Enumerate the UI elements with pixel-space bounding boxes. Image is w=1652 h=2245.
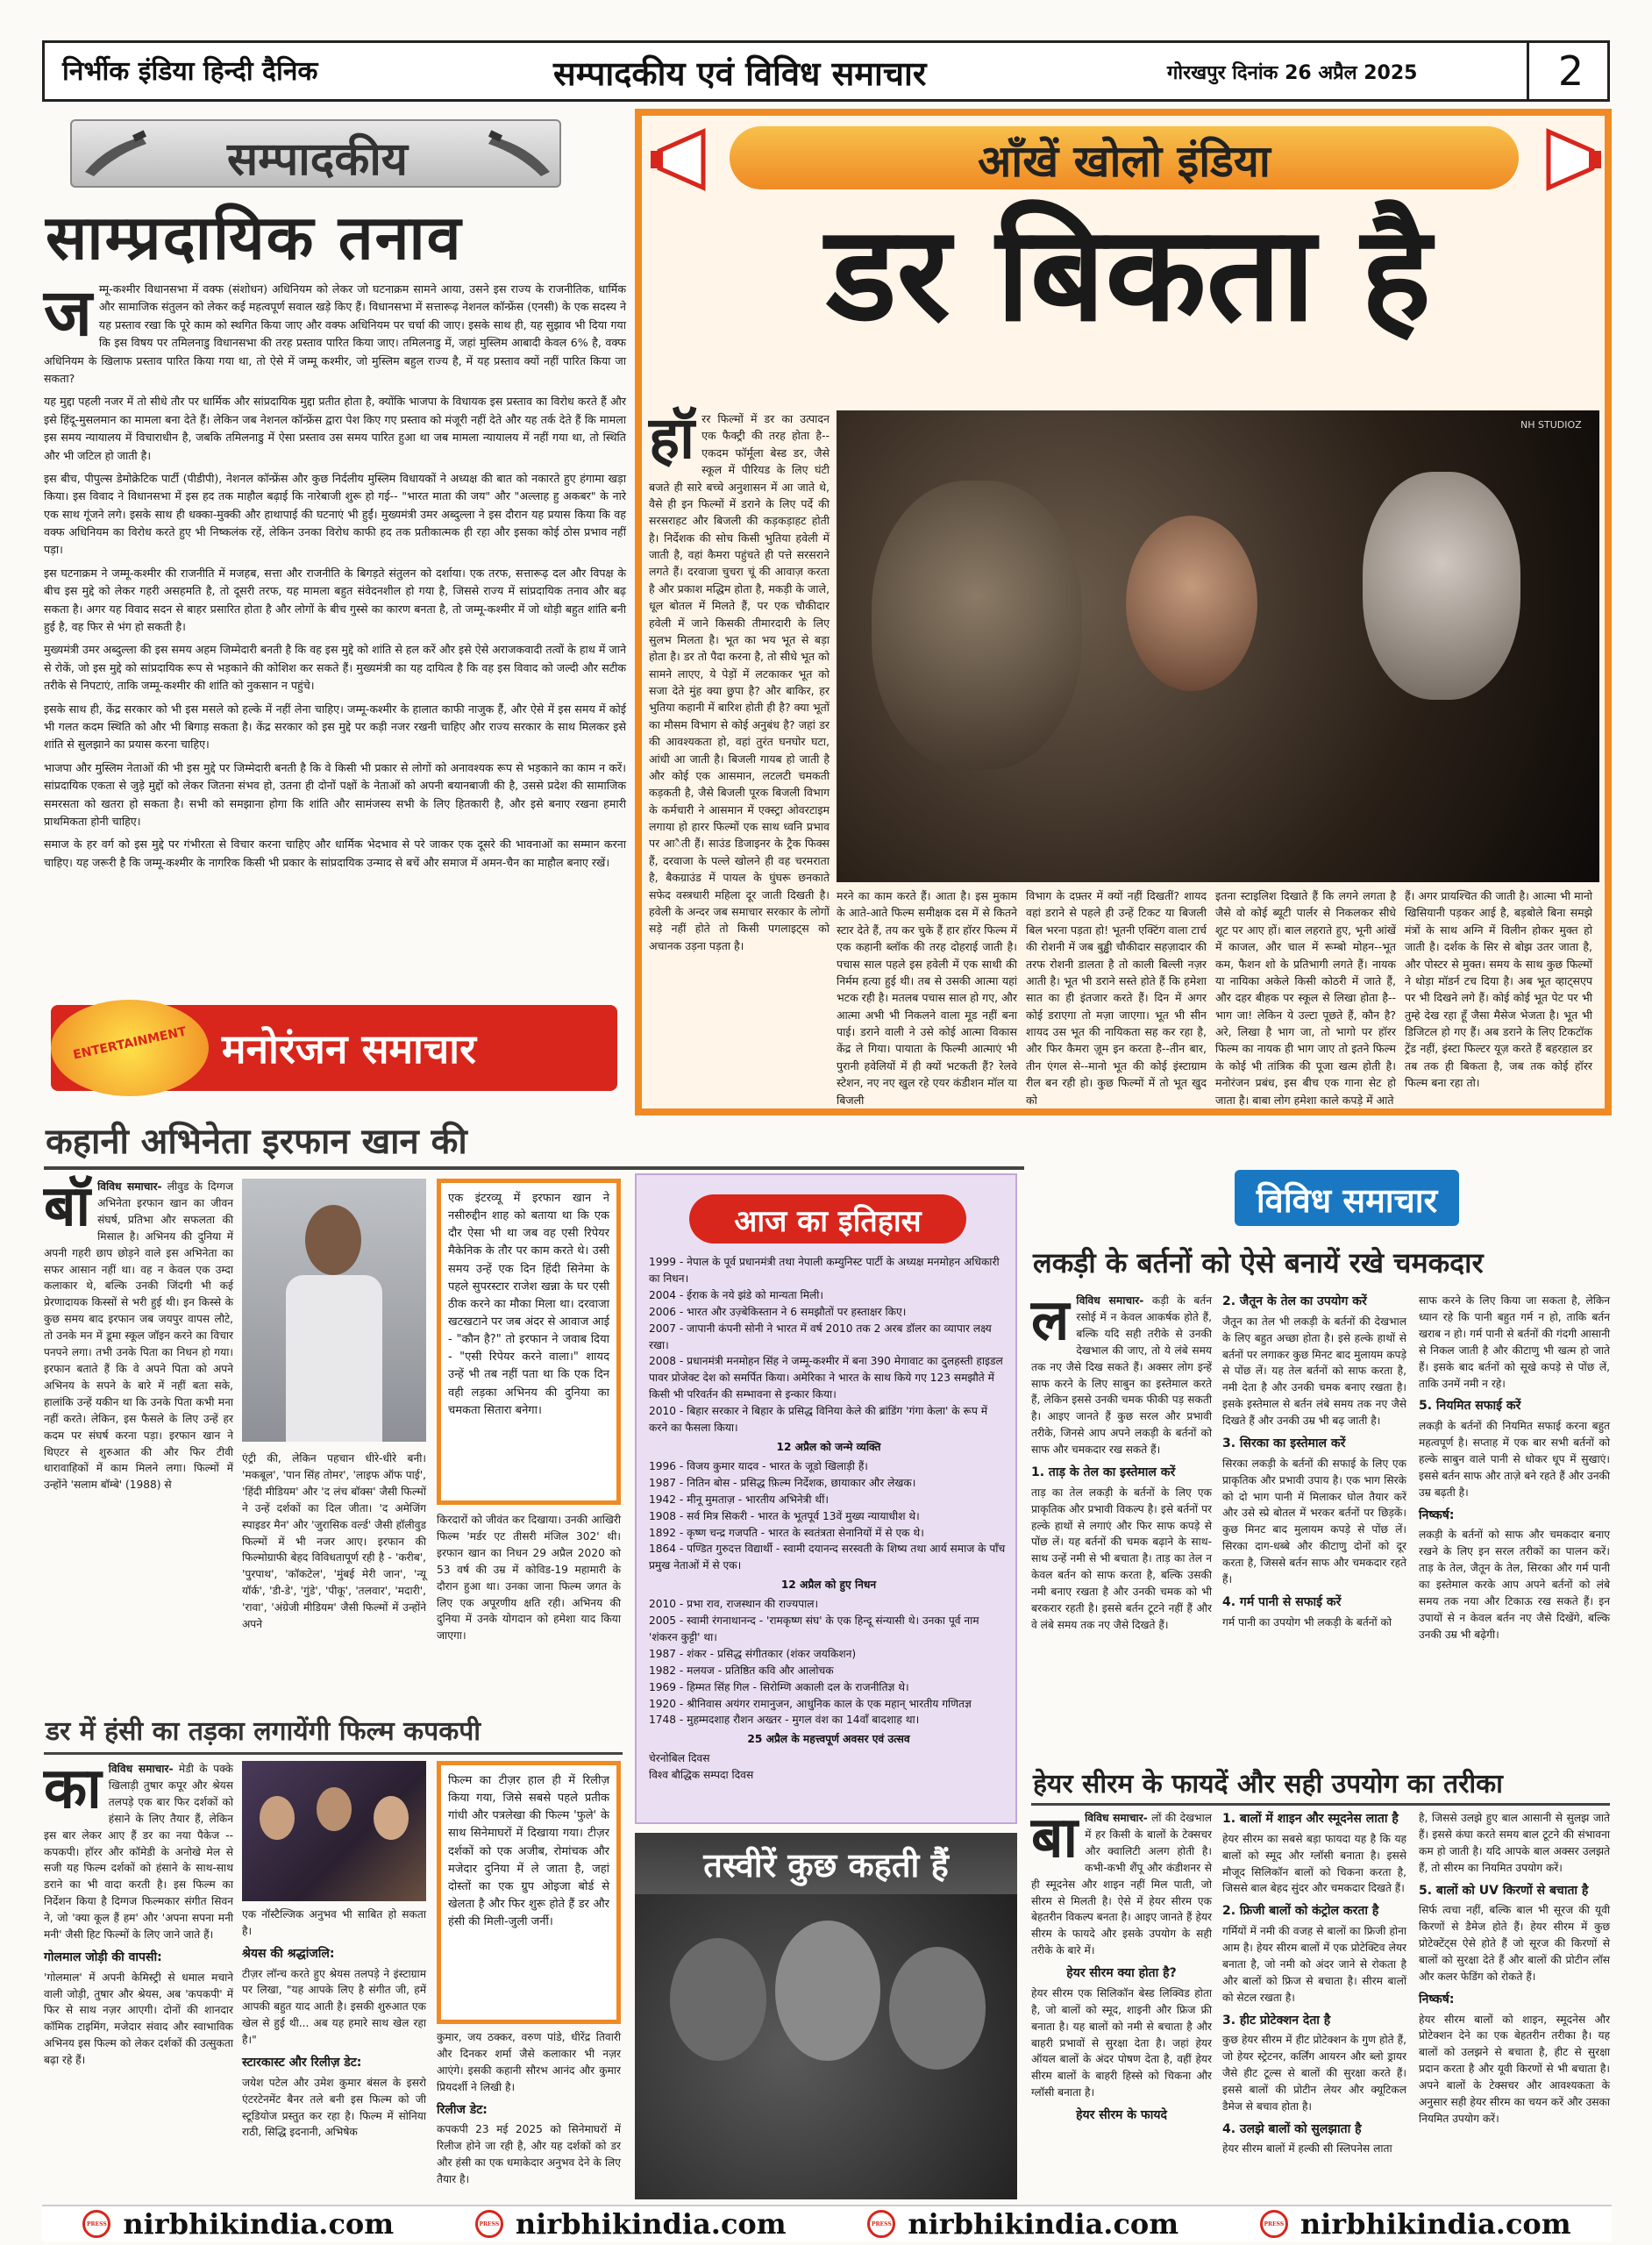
entertainment-badge-text: ENTERTAINMENT	[72, 1024, 188, 1063]
kapkapi-text: मेडी के पक्के खिलाड़ी तुषार कपूर और श्रेयस तलपड़े एक बार फिर दर्शकों को हंसाने के लिए तैयार हैं, लेकिन इस बार लेकर आए हैं डर का नया पैकेज -- कपकपी। हॉरर और कॉमेडी के अनोखे मेल से सजी यह फिल्म दर्शकों को हंसाने के साथ-साथ डराने का भी वादा करती है। इस फिल्म का निर्देशन किया है दिग्गज फिल्मकार संगीत सिवन ने, जो 'क्या कूल हैं हम' और 'अपना सपना मनी मनी' जैसी हिट फिल्मों के लिए जाने जाते हैं।	[44, 1763, 233, 1942]
history-death: 1982 - मलयज - प्रतिष्ठित कवि और आलोचक	[649, 1664, 834, 1677]
footer-cell	[827, 2205, 1220, 2241]
byline: विविध समाचार-	[108, 1763, 174, 1775]
history-birth: 1996 - विजय कुमार यादव - भारत के जूडो खिलाड़ी हैं।	[649, 1459, 868, 1472]
serum-subheading: हेयर सीरम क्या होता है?	[1066, 1966, 1177, 1981]
feature-col3: विभाग के दफ़्तर में क्यों नहीं दिखतीं? शायद वहां डराने से पहले ही उन्हें टिकट या बिजली बिल भरना पड़ता हो! भूतनी एक्टिंग वाला टार्च की रोशनी में जब बुड्ढी चौकीदार सहज़ादार की तरफ रोशनी डालता है तो काली बिल्ली नज़र आती है। भूत भी डराने सस्ते होते हैं कि हमेशा सात का ही इंतजार करते हैं। दिन में अगर कोई डराएगा तो मज़ा जाएगा। भूत भी सीन शायद उस भूत की नायिकता सह कर रहा है, और फिर कैमरा ज़ूम इन करता है--तीन बार, तीन एंगल से--मानो भूत की कोई इंस्टाग्राम रील बन रही हो। कुछ फिल्मों में तो भूत खुद को	[1026, 889, 1207, 1107]
serum-title: हेयर सीरम के फायदें और सही उपयोग का तरीका	[1033, 1769, 1503, 1800]
divider	[44, 1166, 1024, 1170]
kapkapi-subheading: श्रेयस की श्रद्धांजलि:	[242, 1946, 335, 1961]
history-event: 2006 - भारत और उज़्बेकिस्तान ने 6 समझौतों पर हस्ताक्षर किए।	[649, 1305, 907, 1318]
serum-text: कुछ हेयर सीरम में हीट प्रोटेक्शन के गुण होते हैं, जो हेयर स्ट्रेटनर, कर्लिंग आयरन और ब्लो ड्रायर जैसे हीट टूल्स से बालों की सुरक्षा करते हैं। इससे बालों की प्रोटीन लेयर और क्यूटिकल डैमेज से बचाव होता है।	[1222, 2034, 1406, 2113]
drop-cap: बॉ	[44, 1174, 91, 1239]
editorial-label-banner	[70, 119, 561, 188]
feature-headline: डर बिकता है	[826, 198, 1431, 351]
footer	[42, 2205, 1612, 2243]
portrait-head	[305, 1205, 361, 1275]
serum-col2	[1222, 1810, 1406, 2199]
megaphone-icon	[1522, 125, 1601, 195]
byline: विविध समाचार-	[1076, 1294, 1144, 1307]
page-number: 2	[1527, 43, 1613, 99]
history-event: 1999 - नेपाल के पूर्व प्रधानमंत्री तथा नेपाली कम्युनिस्ट पार्टी के अध्यक्ष मनमोहन अधिकारी का निधन।	[649, 1256, 1000, 1285]
mourner-figure	[670, 1938, 766, 2061]
serum-text: लों की देखभाल में हर किसी के बालों के टेक्सचर और क्वालिटी अलग होती है। कभी-कभी शैंपू और कंडीशनर से ही स्मूदनेस और शाइन नहीं मिल पाती, जो सीरम से मिलती है। ऐसे में हेयर सीरम एक बेहतरीन विकल्प बनता है। आइए जानते हैं हेयर सीरम के फायदे और इसके उपयोग के सही तरीके के बारे में।	[1031, 1812, 1212, 1957]
serum-subheading: 1. बालों में शाइन और स्मूदनेस लाता है	[1222, 1812, 1399, 1826]
kapkapi-text: 'गोलमाल' में अपनी केमिस्ट्री से धमाल मचाने वाली जोड़ी, तुषार और श्रेयस, अब 'कपकपी' में फिर से साथ नज़र आएगी। दोनों की शानदार कॉमिक टाइमिंग, मजेदार संवाद और स्वाभाविक अभिनय इस फिल्म को लेकर दर्शकों की उत्सुकता बढ़ा रहे हैं।	[44, 1971, 233, 2067]
history-death: 1920 - श्रीनिवास अयंगर रामानुजन, आधुनिक काल के एक महान् भारतीय गणितज्ञ	[649, 1697, 972, 1710]
drop-cap: हॉ	[649, 404, 695, 472]
wood-subheading: 4. गर्म पानी से सफाई करें	[1222, 1594, 1342, 1609]
history-event: 2008 - प्रधानमंत्री मनमोहन सिंह ने जम्मू-कश्मीर में बना 390 मेगावाट का दुलहस्ती हाइडल पावर प्रोजेक्ट देश को समर्पित किया। अमेरिका ने भारत के साथ किये गए 123 समझौते में किसी भी परिवर्तन की सम्भावना से इन्कार किया।	[649, 1355, 1003, 1401]
history-title: आज का इतिहास	[734, 1204, 922, 1239]
wood-col2	[1222, 1293, 1406, 1766]
footer-cell	[1220, 2205, 1613, 2241]
wood-text: जैतून का तेल भी लकड़ी के बर्तनों की देखभाल के लिए बहुत अच्छा होता है। इसे हल्के हाथों से बर्तनों पर लगाकर कुछ मिनट बाद मुलायम कपड़े से पोंछ लें। यह तेल बर्तनों को साफ करता है, नमी देता है और उनकी चमक बनाए रखता है। इसके इस्तेमाल से बर्तन लंबे समय तक नए जैसे दिखते हैं और उनकी उम्र भी बढ़ जाती है।	[1222, 1315, 1406, 1428]
history-deaths-heading: 12 अप्रैल को हुए निधन	[780, 1579, 877, 1592]
irrfan-text: लीवुड के दिग्गज अभिनेता इरफान खान का जीवन संघर्ष, प्रतिभा और सफलता की मिसाल है। अभिनय की दुनिया में अपनी गहरी छाप छोड़ने वाले इस अभिनेता का सफर आसान नहीं था। वह न केवल एक उम्दा कलाकार थे, बल्कि उनकी जिंदगी भी कई प्रेरणादायक किस्सों से भरी हुई थी। इन किस्से के कुछ समय बाद इरफान जब जयपुर वापस लौटे, तो उनके मन में डूमा स्कूल जॉइन करने का विचार पनपने लगा। तभी उनके पिता का निधन हो गया। इरफान बताते हैं कि वे अपने पिता को अपने अभिनय के सपने के बारे में नहीं बता सके, हालांकि उन्हें यकीन था कि उनके पिता कभी मना नहीं करते। लेकिन, इस फैसले के लिए उन्हें हर कदम पर संघर्ष करना पड़ा। इरफान खान ने थिएटर से शुरुआत की और फिर टीवी धारावाहिकों में काम मिलने लगा। फिल्मों में उन्होंने 'सलाम बॉम्बे' (1988) से	[44, 1180, 233, 1492]
kapkapi-title: डर में हंसी का तड़का लगायेंगी फिल्म कपकपी	[46, 1716, 481, 1747]
serum-text: गर्मियों में नमी की वजह से बालों का फ्रिजी होना आम है। हेयर सीरम बालों में एक प्रोटेक्टिव लेयर बनाता है, जो नमी को अंदर जाने से रोकता है और बालों को फ्रिज से बचाता है। सीरम बालों को सेटल रखता है।	[1222, 1925, 1406, 2004]
irrfan-box: एक इंटरव्यू में इरफान खान ने नसीरुद्दीन शाह को बताया था कि एक दौर ऐसा भी था जब वह एसी रिपेयर मैकेनिक के तौर पर काम करते थे। उसी समय उन्हें एक दिन हिंदी सिनेमा के पहले सुपरस्टार राजेश खन्ना के घर एसी ठीक करने का मौका मिला था। दरवाजा खटखटाने पर जब अंदर से आवाज आई - "कौन है?" तो इरफान ने जवाब दिया - "एसी रिपेयर करने वाला।" शायद उन्हें भी तब नहीं पता था कि एक दिन वही लड़का अभिनय की दुनिया का चमकता सितारा बनेगा।	[437, 1179, 621, 1505]
divider	[1031, 1803, 1610, 1806]
actor-face	[260, 1796, 295, 1840]
editorial-paragraph: म्मू-कश्मीर विधानसभा में वक्फ (संशोधन) अधिनियम को लेकर जो घटनाक्रम सामने आया, उसने इस राज्य के राजनीतिक, धार्मिक और सामाजिक संतुलन को लेकर कई महत्वपूर्ण सवाल खड़े किए हैं। विधानसभा में सत्तारूढ़ नेशनल कॉन्फ्रेंस (एनसी) के एक सदस्य ने यह प्रस्ताव रखा कि पूरे काम को स्थगित किया जाए और वक्फ अधिनियम पर चर्चा की जाए। इसके साथ ही, यह सुझाव भी दिया गया कि इस विषय पर तमिलनाडु विधानसभा की तरह प्रस्ताव पारित किया जाए। तमिलनाडु में, जहां मुस्लिम आबादी केवल 6% है, वक्फ अधिनियम के खिलाफ प्रस्ताव पारित किया गया था, तो ऐसे में जम्मू कश्मीर, जो मुस्लिम बहुल राज्य है, में यह प्रस्ताव क्यों नहीं पारित किया जा सकता?	[44, 282, 626, 385]
section-title: सम्पादकीय एवं विविध समाचार	[553, 53, 927, 93]
feature-col4: इतना स्टाइलिश दिखाते हैं कि लगने लगता है जैसे वो कोई ब्यूटी पार्लर से निकलकर सीधे शूट पर आए हों। बाल लहराते हुए, भूनी आंखें में काजल, और चाल में रूम्बो मोहन--भूत कम, फैशन शो के प्रतिभागी लगते हैं। नायक या नायिका अकेले किसी कोठरी में जाते हैं, और दहर बीहक पर स्कूल से लिखा होता है--भाग जा! लेकिन ये उल्टा पूछते हैं, कौन है? अरे, लिखा है भाग जा, तो भागो पर हॉरर फिल्म का नायक ही भाग जाए तो इतने फिल्म के कोई भी तांत्रिक की पूजा खत्म होती है। मनोरंजन प्रबंध, इस बीच एक गाना सेट हो जाता है। बाबा लोग हमेशा काले कपड़े में आते	[1215, 889, 1396, 1107]
serum-subheading: 3. हीट प्रोटेक्शन देता है	[1222, 2013, 1331, 2028]
wood-text: लकड़ी के बर्तनों की नियमित सफाई करना बहुत महत्वपूर्ण है। सप्ताह में एक बार सभी बर्तनों को हल्के साबुन वाले पानी से धोकर धूप में सुखाएं। इससे बर्तन साफ और ताज़े बने रहते हैं और उनकी उम्र बढ़ती है।	[1419, 1420, 1610, 1499]
wood-subheading: 2. जैतून के तेल का उपयोग करें	[1222, 1294, 1367, 1308]
zombie-face	[872, 481, 1082, 770]
history-box	[635, 1173, 1017, 1824]
kapkapi-col2	[242, 1906, 426, 2199]
feature-col5: हैं। अगर प्रायश्चित की जाती है। आत्मा भी मानो खिसियानी पड़कर आई है, बड़बोले बिना समझे मंत्रों के साथ अग्नि में विलीन होकर मुक्त हो जाती है। दर्शक के सिर से बोझ उतर जाता है, और पोस्टर से मुक्त। समय के साथ कुछ फिल्मों ने थोड़ा मॉडर्न टच दिया है। अब भूत व्हाट्सएप पर भी दिखने लगे हैं। कोई कोई भूत पेट पर भी तुम्हे देख रहा हूँ जैसा मैसेज भेजता है। भूत भी डिजिटल हो गए हैं। अब डराने के लिए टिकटॉक ट्रेंड नहीं, इंस्टा फिल्टर यूज़ करते हैं बहरहाल डर तब तक ही बिकता है, जब तक कोई हॉरर फिल्म बना रहा तो।	[1405, 889, 1592, 1090]
history-birth: 1908 - सर्व मित्र सिकरी - भारत के भूतपूर्व 13वें मुख्य न्यायाधीश थे।	[649, 1509, 920, 1522]
editorial-paragraph: इस बीच, पीपुल्स डेमोक्रेटिक पार्टी (पीडीपी), नेशनल कॉन्फ्रेंस और कुछ निर्दलीय मुस्लिम विधायकों ने अध्यक्ष की बात को नकारते हुए हंगामा खड़ा किया। इस विवाद ने विधानसभा में इस हद तक माहौल बढ़ाई कि नारेबाजी शुरू हो गई-- "भारत माता की जय" और "अल्लाह हु अकबर" के नारे एक साथ गूंजने लगे। इसके साथ ही धक्का-मुक्की और हाथापाई की घटनाएं भी हुईं। मुख्यमंत्री उमर अब्दुल्ला ने इस दौरान यह प्रयास किया कि वह वक्फ अधिनियम का विरोध करते हुए भी निष्कलंक रहें, लेकिन उनका विरोध काफी हद तक प्रतीकात्मक ही रहा और इसका कोई ठोस प्रभाव नहीं पड़ा।	[44, 471, 626, 557]
byline: विविध समाचार-	[97, 1180, 162, 1193]
horror-image	[837, 410, 1599, 882]
kapkapi-text: कपकपी 23 मई 2025 को सिनेमाघरों में रिलीज होने जा रही है, और यह दर्शकों को डर और हंसी का एक धमाकेदार अनुभव देने के लिए तैयार है।	[437, 2123, 621, 2186]
wood-subheading: निष्कर्ष:	[1419, 1507, 1455, 1522]
ghost-face	[1363, 472, 1520, 700]
kapkapi-col1	[44, 1757, 233, 2199]
feature-kicker: आँखें खोलो इंडिया	[978, 135, 1271, 187]
history-list	[649, 1254, 1008, 1815]
pen-hand-icon	[484, 128, 554, 181]
editorial-paragraph: मुख्यमंत्री उमर अब्दुल्ला की इस समय अहम जिम्मेदारी बनती है कि वह इस मुद्दे को शांति से हल करें और इसे ऐसे अराजकवादी तत्वों के हाथ में जाने से रोकें, जो इस मुद्दे को सांप्रदायिक रूप से भड़काने की कोशिश कर सकते हैं। मुख्यमंत्री का यह दायित्व है कि वह इस विवाद को जल्दी और सटीक तरीके से निपटाएं, ताकि जम्मू-कश्मीर की शांति को नुकसान न पहुंचे।	[44, 643, 626, 693]
history-event: 2007 - जापानी कंपनी सोनी ने भारत में वर्ष 2010 तक 2 अरब डॉलर का व्यापार लक्ष्य रखा।	[649, 1322, 992, 1351]
masthead	[42, 40, 1610, 102]
kapkapi-poster	[242, 1761, 426, 1901]
mourner-figure	[775, 1921, 880, 2061]
serum-text: सिर्फ त्वचा नहीं, बल्कि बाल भी सूरज की यूवी किरणों से डैमेज होते हैं। हेयर सीरम में कुछ प्रोटेक्टेंट्स ऐसे होते हैं जो सूरज की किरणों से बालों को सुरक्षा देते हैं और बालों की प्रोटीन लॉस और कलर फेडिंग को रोकते हैं।	[1419, 1904, 1610, 1983]
drop-cap: ल	[1031, 1288, 1070, 1353]
feature-frame	[635, 109, 1612, 1115]
mourner-figure	[889, 1947, 986, 2070]
history-birth: 1892 - कृष्ण चन्द्र गजपति - भारत के स्वतंत्रता सेनानियों में से एक थे।	[649, 1526, 924, 1539]
portrait-body	[286, 1275, 382, 1442]
kapkapi-box: फिल्म का टीज़र हाल ही में रिलीज़ किया गया, जिसे सबसे पहले प्रतीक गांधी और पत्रलेखा की फिल्म 'फुले' के साथ सिनेमाघरों में दिखाया गया। टीज़र दर्शकों को एक अजीब, रोमांचक और मजेदार दुनिया में ले जाता है, जहां दोस्तों का एक ग्रुप ओइजा बोर्ड से खेलता है और फिर शुरू होते हैं डर और हंसी की मिली-जुली जर्नी।	[437, 1761, 621, 2024]
editorial-body	[44, 275, 626, 1000]
history-birth: 1864 - पण्डित गुरुदत्त विद्यार्थी - स्वामी दयानन्द सरस्वती के शिष्य तथा आर्य समाज के पाँच प्रमुख नेताओं में से एक।	[649, 1543, 1006, 1572]
history-births-heading: 12 अप्रैल को जन्मे व्यक्ति	[776, 1440, 881, 1453]
irrfan-col2: एंट्री की, लेकिन पहचान धीरे-धीरे बनी। 'मकबूल', 'पान सिंह तोमर', 'लाइफ ऑफ पाई', 'हिंदी मीडियम' और 'द लंच बॉक्स' जैसी फिल्मों ने उन्हें दर्शकों का दिल जीता। 'द अमेजिंग स्पाइडर मैन' और 'जुरासिक वर्ल्ड' जैसी हॉलीवुड फिल्मों में भी नजर आए। इरफान की फिल्मोग्राफी बेहद विविधतापूर्ण रही है - 'करीब', 'पुरपाथ', 'कॉकटेल', 'मुंबई मेरी जान', 'न्यू यॉर्क', 'डी-डे', 'गुंडे', 'पीकू', 'तलवार', 'मदारी', 'रावा', 'अंग्रेजी मीडियम' जैसी फिल्मों में उन्होंने अपने	[242, 1452, 426, 1631]
serum-subheading: 2. फ्रिजी बालों को कंट्रोल करता है	[1222, 1904, 1379, 1919]
history-birth: 1987 - नितिन बोस - प्रसिद्ध फ़िल्म निर्देशक, छायाकार और लेखक।	[649, 1476, 916, 1489]
wood-col1	[1031, 1288, 1212, 1766]
feature-text: रर फिल्मों में डर का उत्पादन एक फैक्ट्री की तरह होता है--एकदम फॉर्मूला बेस्ड डर, जैसे स्कूल में पीरियड के लिए घंटी बजते ही सारे बच्चे अनुशासन में आ जाते थे, वैसे ही इन फिल्मों में डराने के लिए पर्दे की सरसराहट और बिजली की कड़कड़ाहट होती है। निर्देशक की सोच किसी भुतिया हवेली में जाती है, वहां कैमरा पहुंचते ही पत्ते सरसराने लगते हैं। दरवाजा चुचरा चूं की आवाज़ करता है और प्रकाश मद्धिम होता है, मकड़ी के जाले, धूल बोतल में मिलते हैं, पर एक चौकीदार हवेली में जाने किसकी तीमारदारी के लिए सुलभ मिलता है। भूत का भय भूत से बड़ा होता है। डर तो पैदा करना है, तो सीधे भूत को सामने लाएए, ये पेड़ों में लटकाकर भूत को सजा देते मुंह क्या छुपा है? और बाकिर, हर भुतिया कहानी में बारिश होती ही है? क्या भूतों का मौसम विभाग से कोई अनुबंध है? जहां डर की आवश्यकता हो, वहां तुरंत घनघोर घटा, आंधी आ जाती है। बिजली गायब हो जाती है और कोई एक आसमान, लटलटी चमकती कड़कती है, जैसे बिजली पूरक बिजली विभाग के कर्मचारी ने आसमान में एक्स्ट्रा ओवरटाइम लगाया हो हारर फिल्मों एक साथ ध्वनि प्रभाव पर आैती हैं। साउंड डिजाइनर के ट्रैक फिक्स हैं, दरवाजा के पल्ले खोलने ही वह चरमराता है, बैकग्राउंड में पायल के घुंघरू छनकाते सफेद वस्त्रधारी महिला दूर जाती दिखती है। हवेली के अन्दर जब समाचार सरकार के लोगों सड़े नहीं होते तो किसी पगलाइट्स को अचानक उड़ना पड़ता है।	[649, 412, 830, 952]
press-logo-icon: PRESS	[867, 2210, 895, 2238]
kapkapi-col3	[437, 2029, 621, 2199]
pen-hand-icon	[81, 128, 151, 181]
kapkapi-subheading: गोलमाल जोड़ी की वापसी:	[44, 1949, 162, 1964]
serum-text: हेयर सीरम एक सिलिकॉन बेस्ड लिक्विड होता है, जो बालों को स्मूद, शाइनी और फ्रिज फ्री बनाता है। यह बालों को नमी से बचाता है और बाहरी प्रभावों से सुरक्षा देता है। जहां हेयर ऑयल बालों के अंदर पोषण देता है, वहीं हेयर सीरम बालों के बाहरी हिस्से को चिकना और ग्लॉसी बनाता है।	[1031, 1986, 1212, 2099]
wood-text: कड़ी के बर्तन रसोई में न केवल आकर्षक होते हैं, बल्कि यदि सही तरीके से उनकी देखभाल की जाए, तो ये लंबे समय तक नए जैसे दिख सकते हैं। अक्सर लोग इन्हें साफ करने के लिए साबुन का इस्तेमाल करते हैं, लेकिन इससे उनकी चमक फीकी पड़ सकती है। आइए जानते हैं कुछ सरल और प्रभावी तरीके, जिनसे आप अपने लकड़ी के बर्तनों को साफ और चमकदार रख सकते हैं।	[1031, 1294, 1212, 1457]
wood-subheading: 5. नियमित सफाई करें	[1419, 1399, 1521, 1414]
wood-title: लकड़ी के बर्तनों को ऐसे बनायें रखे चमकदार	[1033, 1246, 1484, 1279]
kapkapi-text: जयेश पटेल और उमेश कुमार बंसल के इसरो एंटरटेनमेंट बैनर तले बनी इस फिल्म को जी स्टूडियोज प्रस्तुत कर रहा है। फिल्म में सोनिया राठी, सिद्धि इदनानी, अभिषेक	[242, 2076, 426, 2139]
press-logo-icon: PRESS	[475, 2210, 503, 2238]
footer-cell	[42, 2205, 435, 2241]
history-event: 2004 - ईराक के नये झंडे को मान्यता मिली।	[649, 1288, 824, 1301]
feature-kicker-banner	[730, 126, 1519, 189]
woman-face	[1126, 516, 1257, 691]
history-death: 2010 - प्रभा राव, राजस्थान की राज्यपाल।	[649, 1598, 819, 1611]
image-credit: NH STUDIOZ	[1520, 419, 1582, 431]
wood-text: लकड़ी के बर्तनों को साफ और चमकदार बनाए रखने के लिए इन सरल तरीकों का पालन करें। ताड़ के तेल, जैतून के तेल, सिरका और गर्म पानी का इस्तेमाल करके आप अपने बर्तनों को लंबे समय तक नया और टिकाऊ रख सकते हैं। इन उपायों से न केवल बर्तन नए जैसे दिखेंगे, बल्कि उनकी उम्र भी बढ़ेगी।	[1419, 1529, 1610, 1641]
press-logo-icon: PRESS	[1260, 2210, 1288, 2238]
wood-subheading: 3. सिरका का इस्तेमाल करें	[1222, 1436, 1346, 1451]
serum-subheading: 4. उलझे बालों को सुलझाता है	[1222, 2121, 1362, 2136]
serum-text: हेयर सीरम का सबसे बड़ा फायदा यह है कि यह बालों को स्मूद और ग्लॉसी बनाता है। इससे मौजूद सिलिकॉन बालों को चिकना करता है, जिससे बाल बेहद सुंदर और चमकदार दिखते हैं।	[1222, 1832, 1406, 1895]
issue-date: गोरखपुर दिनांक 26 अप्रैल 2025	[1167, 62, 1418, 84]
serum-subheading: 5. बालों को UV किरणों से बचाता है	[1419, 1883, 1589, 1898]
history-death: 1969 - हिम्मत सिंह गिल - सिरोम्णि अकाली दल के राजनीतिज्ञ थे।	[649, 1680, 909, 1693]
misc-banner-title: विविध समाचार	[1256, 1180, 1438, 1220]
wood-text: सिरका लकड़ी के बर्तनों की सफाई के लिए एक प्राकृतिक और प्रभावी उपाय है। एक भाग सिरके को दो भाग पानी में मिलाकर घोल तैयार करें और उसे स्प्रे बोतल में भरकर बर्तनों पर छिड़कें। कुछ मिनट बाद मुलायम कपड़े से पोंछ लें। सिरका दाग-धब्बे और कीटाणु दोनों को दूर करता है, जिससे बर्तन साफ और चमकदार रहते हैं।	[1222, 1457, 1406, 1586]
serum-text: है, जिससे उलझे हुए बाल आसानी से सुलझ जाते हैं। इससे कंघा करते समय बाल टूटने की संभावना कम हो जाती है। यदि आपके बाल अक्सर उलझते हैं, तो सीरम का नियमित उपयोग करें।	[1419, 1812, 1610, 1874]
serum-text: हेयर सीरम बालों को शाइन, स्मूदनेस और प्रोटेक्शन देने का एक बेहतरीन तरीका है। यह बालों को उलझने से बचाता है, हीट से सुरक्षा प्रदान करता है और यूवी किरणों से भी बचाता है। अपने बालों के टेक्सचर और आवश्यकता के अनुसार सही हेयर सीरम का चयन करें और उसका नियमित उपयोग करें।	[1419, 2013, 1610, 2125]
kapkapi-subheading: स्टारकास्ट और रिलीज़ डेट:	[242, 2056, 362, 2070]
editorial-title: साम्प्रदायिक तनाव	[46, 201, 463, 274]
actor-face	[317, 1787, 352, 1831]
drop-cap: का	[44, 1757, 102, 1821]
kapkapi-text: टीज़र लॉन्च करते हुए श्रेयस तलपड़े ने इंस्टाग्राम पर लिखा, "यह आपके लिए है संगीत जी, हमें आपकी बहुत याद आती है। इसकी शुरुआत एक खेल से हुई थी... अब यह हमारे साथ खेल रहा है।"	[242, 1967, 426, 2047]
paper-name: निर्भीक इंडिया हिन्दी दैनिक	[62, 56, 318, 87]
irrfan-col3: किरदारों को जीवंत कर दिखाया। उनकी आखिरी फिल्म 'मर्डर एट तीसरी मंजिल 302' थी। इरफान खान का निधन 29 अप्रैल 2020 को 53 वर्ष की उम्र में कोविड-19 महामारी के दौरान हुआ था। उनका जाना फिल्म जगत के लिए एक अपूरणीय क्षति रही। अभिनय की दुनिया में उनके योगदान को हमेशा याद किया जाएगा।	[437, 1514, 621, 1643]
entertainment-banner	[51, 1005, 617, 1091]
photo-feature	[635, 1833, 1017, 2199]
footer-site[interactable]: nirbhikindia.com	[515, 2207, 787, 2241]
history-death: 1748 - मुहम्मदशाह रौशन अख्तर - मुगल वंश का 14वाँ बादशाह था।	[649, 1714, 920, 1727]
wood-text: साफ करने के लिए किया जा सकता है, लेकिन ध्यान रहे कि पानी बहुत गर्म न हो, ताकि बर्तन खराब न हो। गर्म पानी से बर्तनों की गंदगी आसानी से निकल जाती है और कीटाणु भी खत्म हो जाते हैं। इसके बाद बर्तनों को सूखे कपड़े से पोंछ लें, ताकि उनमें नमी न रहे।	[1419, 1294, 1610, 1390]
press-logo-icon: PRESS	[82, 2210, 110, 2238]
feature-col2: मरने का काम करते हैं। आता है। इस मुकाम के आते-आते फिल्म समीक्षक दस में से कितने स्टार देते हैं, तय कर चुके हैं हार हॉरर फिल्म में एक कहानी ब्लॉक की तरह दोहराई जाती है। पचास साल पहले इस हवेली में एक साथी की निर्मम हत्या हुई थी। तब से उसकी आत्मा यहां भटक रही है। मतलब पचास साल हो गए, और आत्मा अभी भी निकलने वाला मूड नहीं बना पाई। डराने वाली ने उसे कोई आत्मा विकास केंद्र ले गिया। पायाता के फिल्मी आत्माएं भी पुरानी हवेलियों में ही क्यों भटकती हैं? रेलवे स्टेशन, नए नए खुल रहे एयर कंडीशन मॉल या बिजली	[837, 889, 1017, 1107]
wood-text: ताड़ का तेल लकड़ी के बर्तनों के लिए एक प्राकृतिक और प्रभावी विकल्प है। इसे बर्तनों पर हल्के हाथों से लगाएं और फिर साफ कपड़े से पोंछ लें। यह बर्तनों की चमक बढ़ाने के साथ-साथ उन्हें नमी से भी बचाता है। ताड़ का तेल न केवल बर्तन को साफ करता है, बल्कि उसकी नमी बनाए रखता है और उनकी चमक को भी बरकरार रहती है। इससे बर्तन टूटने नहीं हैं और वे लंबे समय तक नए जैसे दिखते हैं।	[1031, 1486, 1212, 1631]
editorial-paragraph: इसके साथ ही, केंद्र सरकार को भी इस मसले को हल्के में नहीं लेना चाहिए। जम्मू-कश्मीर के हालात काफी नाजुक हैं, और ऐसे में इस समय में कोई भी गलत कदम स्थिति को और भी बिगाड़ सकता है। केंद्र सरकार को इस मुद्दे पर कड़ी नजर रखनी चाहिए और राज्य सरकार के साथ मिलकर इसे शांति से सुलझाने का प्रयास करना चाहिए।	[44, 702, 626, 752]
feature-col1	[649, 404, 830, 1094]
serum-col1	[1031, 1806, 1212, 2199]
history-death: 2005 - स्वामी रंगनाथानन्द - 'रामकृष्ण संघ' के एक हिन्दू संन्यासी थे। उनका पूर्व नाम 'शंकरन कुट्टी' था।	[649, 1614, 979, 1643]
history-occasions-heading: 25 अप्रैल के महत्त्वपूर्ण अवसर एवं उत्सव	[747, 1733, 910, 1746]
wood-col3	[1419, 1293, 1610, 1766]
history-occasion: चेरनोबिल दिवस	[649, 1752, 710, 1765]
history-event: 2010 - बिहार सरकार ने बिहार के प्रसिद्ध विनिया केले की ब्रांडिंग 'गंगा केला' के रूप में करने का फैसला किया।	[649, 1405, 988, 1435]
megaphone-icon	[651, 125, 730, 195]
history-title-banner	[689, 1194, 966, 1244]
irrfan-photo	[242, 1179, 426, 1442]
wood-text: गर्म पानी का उपयोग भी लकड़ी के बर्तनों को	[1222, 1615, 1392, 1629]
entertainment-banner-title: मनोरंजन समाचार	[222, 1025, 476, 1073]
editorial-paragraph: भाजपा और मुस्लिम नेताओं की भी इस मुद्दे पर जिम्मेदारी बनती है कि वे किसी भी प्रकार से लोगों को अनावश्यक रूप से भड़काने का काम न करें। सांप्रदायिक एकता से जुड़े मुद्दों को लेकर जितना संभव हो, उतना ही दोनों पक्षों के नेताओं को अपनी बयानबाजी की है, उससे प्रदेश की सामाजिक समरसता को खतरा हो सकता है। सभी को समझाना होगा कि शांति और सामंजस्य सभी के लिए हितकारी है, और इसे बनाए रखना हमारी प्राथमिकता होनी चाहिए।	[44, 760, 626, 828]
byline: विविध समाचार-	[1085, 1812, 1148, 1824]
editorial-paragraph: समाज के हर वर्ग को इस मुद्दे पर गंभीरता से विचार करना चाहिए और धार्मिक भेदभाव से परे जाकर एक दूसरे की भावनाओं का सम्मान करना चाहिए। यह जरूरी है कि जम्मू-कश्मीर के नागरिक किसी भी प्रकार के सांप्रदायिक उन्माद से बचें और समाज में अमन-चैन का माहौल बनाए रखें।	[44, 837, 626, 869]
history-birth: 1942 - मीनू मुमताज़ - भारतीय अभिनेत्री थीं।	[649, 1493, 829, 1506]
irrfan-title: कहानी अभिनेता इरफान खान की	[46, 1121, 467, 1162]
footer-site[interactable]: nirbhikindia.com	[908, 2207, 1179, 2241]
divider	[44, 1752, 623, 1755]
actor-face	[374, 1796, 409, 1840]
irrfan-col1	[44, 1174, 233, 1705]
misc-banner	[1235, 1170, 1459, 1226]
history-occasion: विश्व बौद्धिक सम्पदा दिवस	[649, 1769, 754, 1782]
wood-subheading: 1. ताड़ के तेल का इस्तेमाल करें	[1031, 1465, 1176, 1480]
editorial-paragraph: इस घटनाक्रम ने जम्मू-कश्मीर की राजनीति में मजहब, सत्ता और राजनीति के बिगड़ते संतुलन को दर्शाया। एक तरफ, सत्तारूढ़ दल और विपक्ष के बीच इस मुद्दे को लेकर गहरी असहमति है, तो दूसरी तरफ, यह मामला बहुत संवेदनशील हो गया है, जिससे राज्य में सांप्रदायिक तनाव और बढ़ सकता है। अगर यह विवाद सदन से बाहर प्रसारित होता है और लोगों के बीच गुस्से का कारण बनता है, तो जम्मू-कश्मीर में जो थोड़ी बहुत शांति बनी हुई है, वह फिर से भंग हो सकती है।	[44, 566, 626, 634]
photo-title-bar	[635, 1833, 1017, 1894]
drop-cap: ज	[44, 275, 92, 351]
editorial-paragraph: यह मुद्दा पहली नजर में तो सीधे तौर पर धार्मिक और सांप्रदायिक मुद्दा प्रतीत होता है, क्योंकि भाजपा के विधायक इस प्रस्ताव का विरोध करते हैं और इसे हिंदू-मुसलमान का मामला बना देते हैं। लेकिन जब नेशनल कॉन्फ्रेंस द्वारा पेश किए गए प्रस्ताव को मंजूरी नहीं देते और यह तर्क देते हैं कि मामला इस समय न्यायालय में विचाराधीन है, जबकि तमिलनाडु में ऐसा प्रस्ताव उस समय पारित हुआ था जब मामला न्यायालय में नहीं गया था, तो स्थिति और भी जटिल हो जाती है।	[44, 395, 626, 462]
kapkapi-text: कुमार, जय ठक्कर, वरुण पांडे, धीरेंद्र तिवारी और दिनकर शर्मा जैसे कलाकार भी नज़र आएंगे। इसकी कहानी सौरभ आनंद और कुमार प्रियदर्शी ने लिखी है।	[437, 2031, 621, 2093]
footer-site[interactable]: nirbhikindia.com	[123, 2207, 395, 2241]
history-death: 1987 - शंकर - प्रसिद्ध संगीतकार (शंकर जयकिशन)	[649, 1647, 857, 1660]
editorial-label: सम्पादकीय	[227, 132, 408, 186]
footer-site[interactable]: nirbhikindia.com	[1300, 2207, 1571, 2241]
drop-cap: बा	[1031, 1806, 1079, 1871]
serum-subheading: निष्कर्ष:	[1419, 1992, 1455, 2006]
serum-subheading: हेयर सीरम के फायदे	[1076, 2108, 1167, 2123]
kapkapi-subheading: रिलीज डेट:	[437, 2102, 488, 2117]
entertainment-badge	[51, 1000, 209, 1096]
serum-text: हेयर सीरम बालों में हल्की सी स्लिपनेस लाता	[1222, 2142, 1392, 2156]
serum-col3	[1419, 1810, 1610, 2199]
photo-title: तस्वीरें कुछ कहती हैं	[703, 1845, 949, 1885]
footer-cell	[435, 2205, 828, 2241]
kapkapi-caption: एक नॉस्टैल्जिक अनुभव भी साबित हो सकता है।	[242, 1908, 426, 1937]
